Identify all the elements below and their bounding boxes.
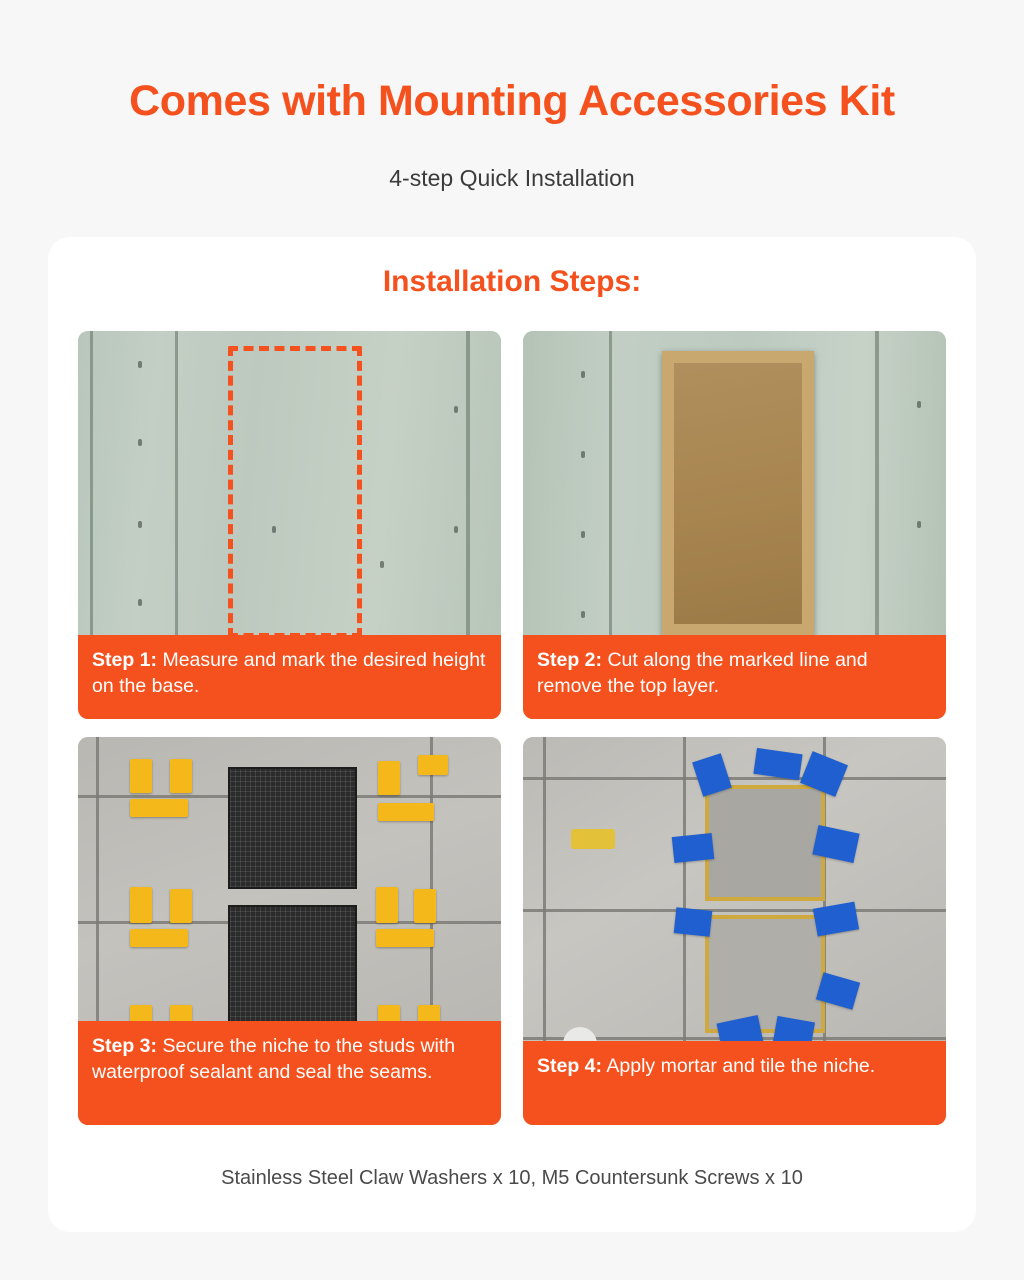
niche-lower	[228, 905, 357, 1039]
frame-opening	[674, 363, 802, 624]
screw-mark	[138, 521, 142, 528]
page-subtitle: 4-step Quick Installation	[389, 165, 635, 192]
tile-clip	[376, 929, 434, 947]
screw-mark	[454, 406, 458, 413]
step-1-caption	[78, 635, 501, 719]
step-1-label: Step 1	[92, 649, 151, 671]
blue-tape	[672, 833, 714, 863]
screw-mark	[581, 451, 585, 458]
page-title: Comes with Mounting Accessories Kit	[129, 77, 895, 125]
screw-mark	[581, 531, 585, 538]
step-4-text: Apply mortar and tile the niche.	[602, 1055, 876, 1077]
screw-mark	[138, 439, 142, 446]
niche-lower	[705, 915, 825, 1033]
screw-mark	[581, 371, 585, 378]
step-tile-4	[523, 737, 946, 1125]
step-3-caption	[78, 1021, 501, 1125]
blue-tape	[674, 907, 713, 937]
step-tile-2	[523, 331, 946, 719]
wood-frame	[662, 351, 814, 636]
step-3-label: Step 3	[92, 1035, 151, 1057]
grout-line	[523, 777, 946, 780]
screw-mark	[917, 521, 921, 528]
card-title: Installation Steps:	[382, 265, 642, 298]
tile-clip	[170, 759, 192, 793]
step-3-text: Secure the niche to the studs with waterproof sealant and seal the seams.	[92, 1035, 456, 1084]
tile-clip	[418, 755, 448, 775]
grout-line	[523, 909, 946, 912]
tile-clip	[170, 889, 192, 923]
marked-outline	[228, 346, 362, 638]
step-4-separator: :	[595, 1055, 603, 1077]
step-2-text: Cut along the marked line and remove the top layer.	[537, 649, 868, 698]
screw-mark	[138, 599, 142, 606]
installation-steps-card	[48, 237, 976, 1232]
step-4-label: Step 4	[537, 1055, 596, 1077]
step-tile-1	[78, 331, 501, 719]
tile-clip	[130, 929, 188, 947]
niche-upper	[228, 767, 357, 889]
tile-clip	[378, 803, 434, 821]
tile-clip	[130, 799, 188, 817]
screw-mark	[138, 361, 142, 368]
tile-clip	[130, 759, 152, 793]
niche-upper	[705, 785, 825, 901]
screw-mark	[581, 611, 585, 618]
steps-grid	[78, 331, 946, 1125]
step-2-label: Step 2	[537, 649, 596, 671]
step-1-separator: :	[150, 649, 158, 671]
screw-mark	[380, 561, 384, 568]
step-2-separator: :	[595, 649, 603, 671]
step-2-caption	[523, 635, 946, 719]
tile-clip	[414, 889, 436, 923]
step-1-text: Measure and mark the desired height on the base.	[92, 649, 486, 698]
shower-valve	[571, 829, 615, 849]
screw-mark	[917, 401, 921, 408]
accessories-footnote: Stainless Steel Claw Washers x 10, M5 Countersunk Screws x 10	[221, 1167, 803, 1189]
step-4-caption	[523, 1041, 946, 1125]
tile-clip	[376, 887, 398, 923]
step-tile-3	[78, 737, 501, 1125]
tile-clip	[130, 887, 152, 923]
tile-clip	[378, 761, 400, 795]
screw-mark	[454, 526, 458, 533]
step-3-separator: :	[150, 1035, 158, 1057]
